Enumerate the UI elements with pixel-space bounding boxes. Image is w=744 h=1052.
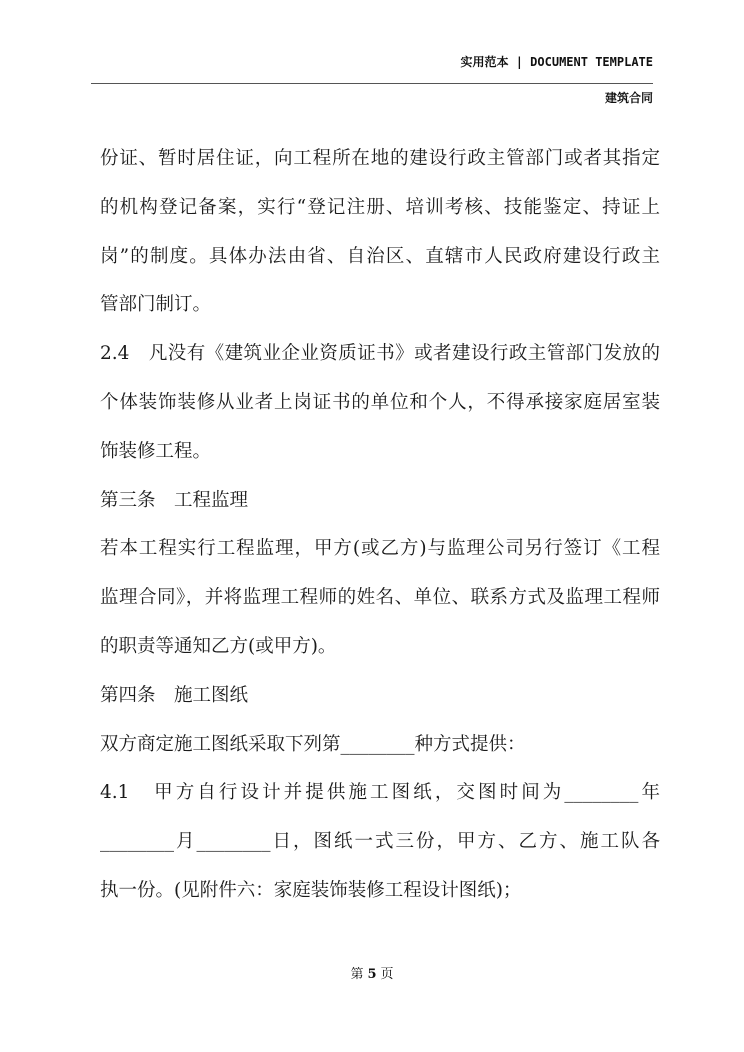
clause-2-4-line: 2.4 凡没有《建筑业企业资质证书》或者建设行政主管部门发放的 bbox=[100, 343, 660, 365]
article-3-heading: 第三条 工程监理 bbox=[100, 489, 249, 511]
header-divider bbox=[91, 83, 653, 84]
page-number: 5 bbox=[367, 967, 377, 982]
body-line: 监理合同》，并将监理工程师的姓名、单位、联系方式及监理工程师 bbox=[100, 587, 660, 609]
body-line: 执一份。(见附件六：家庭装饰装修工程设计图纸)； bbox=[100, 879, 522, 901]
article-4-heading: 第四条 施工图纸 bbox=[100, 684, 249, 706]
body-line: 双方商定施工图纸采取下列第________种方式提供： bbox=[100, 733, 526, 755]
body-line: 若本工程实行工程监理，甲方(或乙方)与监理公司另行签订《工程 bbox=[100, 538, 660, 560]
clause-4-1-line: 4.1 甲方自行设计并提供施工图纸，交图时间为________年 bbox=[100, 782, 660, 804]
body-line: 饰装修工程。 bbox=[100, 440, 212, 462]
body-line: 岗”的制度。具体办法由省、自治区、直辖市人民政府建设行政主 bbox=[100, 245, 660, 267]
footer-suffix: 页 bbox=[380, 967, 394, 982]
body-line: ________月________日，图纸一式三份，甲方、乙方、施工队各 bbox=[100, 831, 660, 853]
contract-body bbox=[100, 139, 660, 920]
header-contract-type: 建筑合同 bbox=[604, 91, 653, 105]
body-line: 个体装饰装修从业者上岗证书的单位和个人，不得承接家庭居室装 bbox=[100, 391, 660, 413]
body-line: 的职责等通知乙方(或甲方)。 bbox=[100, 635, 337, 657]
body-line: 管部门制订。 bbox=[100, 294, 212, 316]
footer-prefix: 第 bbox=[350, 967, 364, 982]
body-line: 的机构登记备案，实行“登记注册、培训考核、技能鉴定、持证上 bbox=[100, 196, 660, 218]
header-template-label: 实用范本 | DOCUMENT TEMPLATE bbox=[460, 55, 653, 69]
body-line: 份证、暂时居住证，向工程所在地的建设行政主管部门或者其指定 bbox=[100, 148, 660, 169]
page-footer bbox=[0, 963, 744, 982]
